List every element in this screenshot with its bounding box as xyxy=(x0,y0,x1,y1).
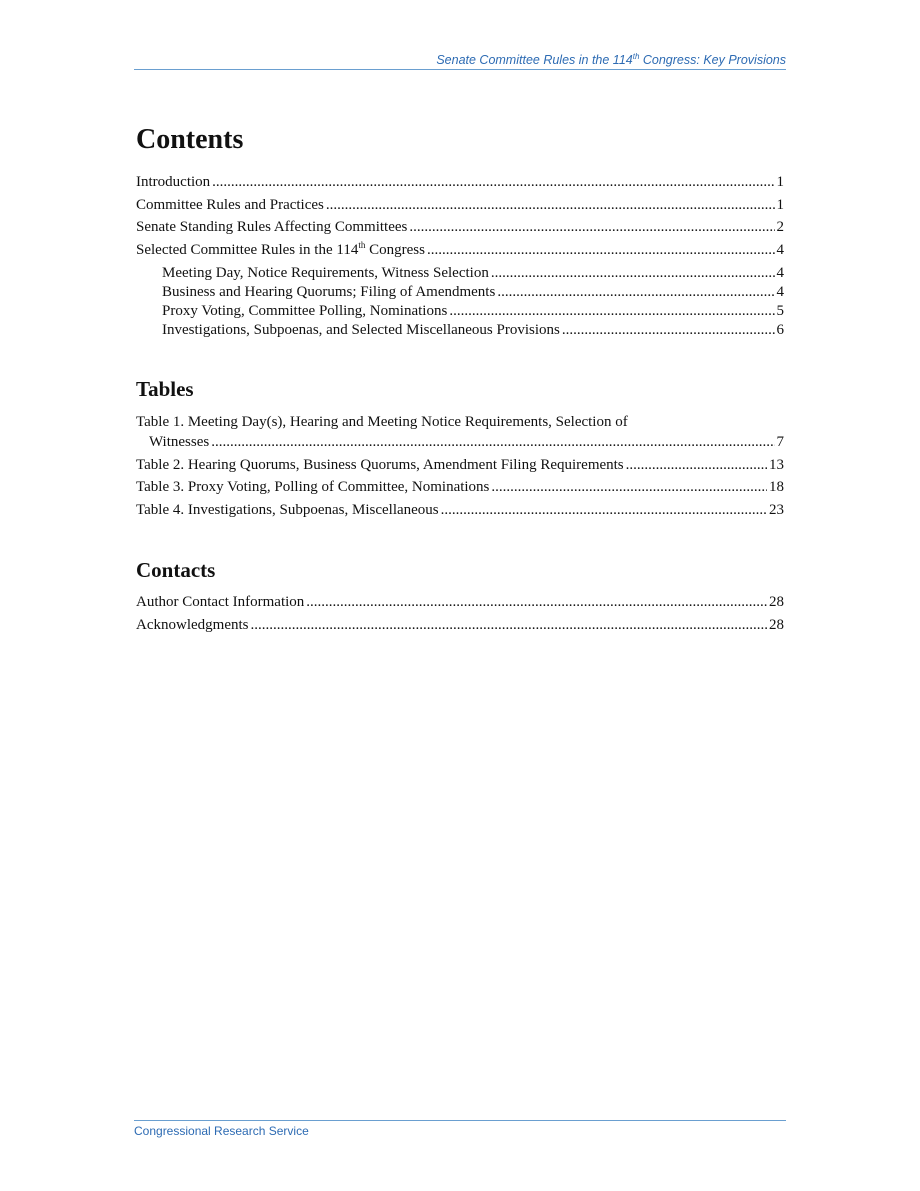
toc-entry-page: 4 xyxy=(776,264,784,281)
toc-entry-page: 6 xyxy=(776,321,784,338)
toc-entry-label: Table 2. Hearing Quorums, Business Quorums, Amendment Filing Requirements xyxy=(136,456,624,473)
toc-entry-business-and-hearing-quorums[interactable] xyxy=(136,284,784,303)
running-footer xyxy=(134,1120,786,1138)
dot-leader xyxy=(449,303,774,320)
contents-heading: Contents xyxy=(136,124,244,155)
toc-entry-label: Committee Rules and Practices xyxy=(136,196,324,213)
running-header-title-pre: Senate Committee Rules in the 114 xyxy=(436,53,633,67)
toc-entry-page: 1 xyxy=(776,174,784,190)
toc-entry-page: 7 xyxy=(776,433,784,450)
toc-entry-label: Table 4. Investigations, Subpoenas, Miscellaneous xyxy=(136,501,439,518)
toc-entry-meeting-day[interactable] xyxy=(136,265,784,284)
toc-entry-label xyxy=(136,242,425,259)
dot-leader xyxy=(626,457,767,474)
toc-entry-page: 28 xyxy=(769,594,784,610)
dot-leader xyxy=(211,434,774,451)
dot-leader xyxy=(491,265,775,282)
toc-entry-page: 2 xyxy=(776,219,784,236)
dot-leader xyxy=(250,617,767,634)
toc-entry-page: 4 xyxy=(776,242,784,259)
running-header-title-post: Congress: Key Provisions xyxy=(639,53,786,67)
toc-entry-page: 4 xyxy=(776,283,784,300)
tables-list xyxy=(136,414,784,525)
toc-entry-page: 23 xyxy=(769,501,784,518)
contacts-list xyxy=(136,594,784,639)
toc-entry-author-contact-information[interactable] xyxy=(136,594,784,617)
toc-entry-label-sup: th xyxy=(358,240,366,251)
dot-leader xyxy=(326,197,775,214)
toc-entry-label: Acknowledgments xyxy=(136,616,249,633)
toc-entry-acknowledgments[interactable] xyxy=(136,617,784,640)
toc-entry-table-4[interactable] xyxy=(136,502,784,525)
toc-entry-page: 1 xyxy=(776,196,784,213)
toc-entry-label: Meeting Day, Notice Requirements, Witness Selection xyxy=(162,264,489,281)
toc-entry-label-post: Congress xyxy=(365,242,425,259)
toc-entry-page: 18 xyxy=(769,479,784,496)
toc-entry-selected-committee-rules[interactable] xyxy=(136,242,784,265)
dot-leader xyxy=(306,594,767,611)
dot-leader xyxy=(212,174,774,191)
toc-entry-proxy-voting[interactable] xyxy=(136,303,784,322)
dot-leader xyxy=(491,479,767,496)
running-header-title-sup: th xyxy=(632,51,640,61)
toc-entry-label: Senate Standing Rules Affecting Committees xyxy=(136,219,408,236)
toc-entry-label: Introduction xyxy=(136,174,211,190)
toc-entry-label: Proxy Voting, Committee Polling, Nominations xyxy=(162,302,448,319)
dot-leader xyxy=(409,219,774,236)
dot-leader xyxy=(562,322,775,339)
toc-entry-page: 5 xyxy=(776,302,784,319)
toc-entry-label-line2: Witnesses xyxy=(149,433,210,450)
toc-entry-label: Author Contact Information xyxy=(136,594,305,610)
toc-entry-table-1[interactable] xyxy=(136,414,784,457)
toc-entry-label-pre: Selected Committee Rules in the 114 xyxy=(136,242,359,259)
contents-list xyxy=(136,174,784,341)
toc-entry-table-3[interactable] xyxy=(136,479,784,502)
toc-entry-label: Investigations, Subpoenas, and Selected Miscellaneous Provisions xyxy=(162,321,560,338)
dot-leader xyxy=(427,242,775,259)
contacts-heading: Contacts xyxy=(136,558,216,582)
dot-leader xyxy=(441,502,767,519)
toc-entry-investigations-subpoenas[interactable] xyxy=(136,322,784,341)
toc-entry-committee-rules-and-practices[interactable] xyxy=(136,197,784,220)
toc-entry-table-2[interactable] xyxy=(136,457,784,480)
toc-entry-page: 28 xyxy=(769,616,784,633)
toc-entry-label: Table 3. Proxy Voting, Polling of Committee, Nominations xyxy=(136,479,490,496)
dot-leader xyxy=(497,284,774,301)
toc-entry-label-line1: Table 1. Meeting Day(s), Hearing and Meeting Notice Requirements, Selection of xyxy=(136,414,628,430)
toc-entry-senate-standing-rules[interactable] xyxy=(136,219,784,242)
toc-entry-label: Business and Hearing Quorums; Filing of Amendments xyxy=(162,283,496,300)
footer-text: Congressional Research Service xyxy=(134,1124,309,1138)
toc-entry-page: 13 xyxy=(769,456,784,473)
running-header xyxy=(134,52,786,70)
tables-heading: Tables xyxy=(136,377,194,401)
toc-entry-introduction[interactable] xyxy=(136,174,784,197)
